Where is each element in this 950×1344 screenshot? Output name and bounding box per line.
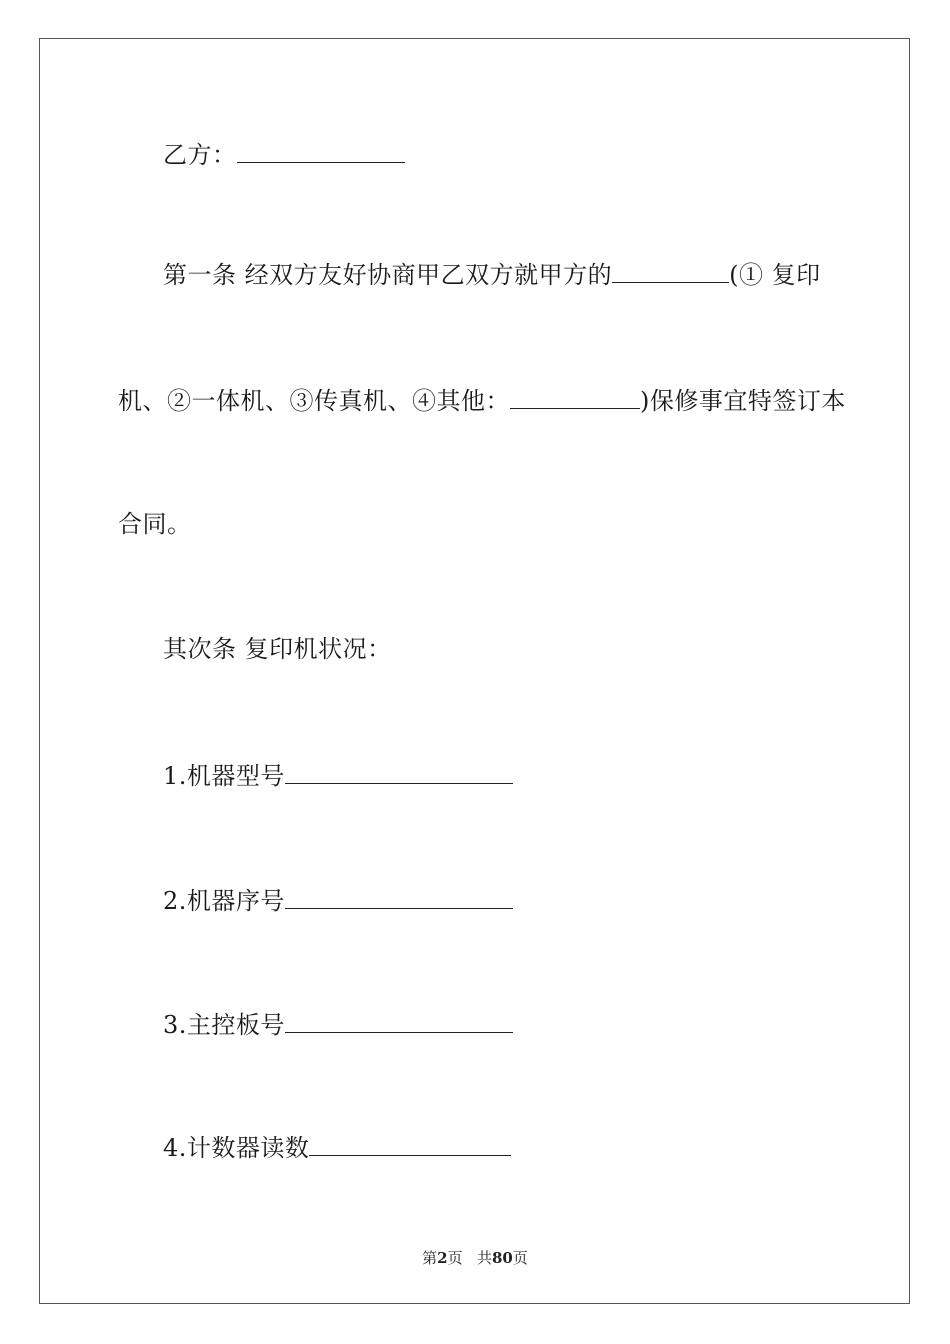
- item-machine-model: [163, 759, 513, 791]
- page-prefix: 第: [422, 1249, 438, 1267]
- article1-line1: [163, 258, 821, 290]
- item-machine-serial: [163, 884, 513, 916]
- article1-text-2: (① 复印: [729, 261, 821, 289]
- article1-text-1: 第一条 经双方友好协商甲乙双方就甲方的: [163, 261, 613, 289]
- total-prefix: 共: [476, 1249, 492, 1267]
- article1-text-5: 合同。: [118, 510, 192, 538]
- party-b-blank: [237, 138, 405, 163]
- mainboard-number-blank: [285, 1008, 513, 1033]
- page-suffix: 页: [447, 1249, 463, 1267]
- equipment-blank: [612, 258, 729, 283]
- article1-line2: [118, 384, 846, 416]
- item-label: 2.机器序号: [163, 887, 285, 915]
- other-equipment-blank: [510, 384, 640, 409]
- counter-reading-blank: [309, 1131, 511, 1156]
- item-counter-reading: [163, 1131, 511, 1163]
- party-b-line: [163, 138, 405, 170]
- article2-title: [163, 634, 392, 664]
- article1-text-4: )保修事宜特签订本: [640, 387, 846, 415]
- party-b-label: 乙方：: [163, 141, 237, 169]
- item-mainboard-number: [163, 1008, 513, 1040]
- total-pages: 80: [491, 1249, 513, 1267]
- item-label: 4.计数器读数: [163, 1134, 310, 1162]
- page-number: 2: [437, 1249, 448, 1267]
- page-border: [39, 38, 910, 1304]
- article2-title-text: 其次条 复印机状况：: [163, 635, 392, 663]
- item-label: 1.机器型号: [163, 762, 285, 790]
- machine-serial-blank: [285, 884, 513, 909]
- machine-model-blank: [285, 759, 513, 784]
- page-footer: [0, 1248, 950, 1268]
- total-suffix: 页: [512, 1249, 528, 1267]
- article1-text-3: 机、②一体机、③传真机、④其他：: [118, 387, 510, 415]
- article1-line3: [118, 509, 192, 539]
- item-label: 3.主控板号: [163, 1011, 285, 1039]
